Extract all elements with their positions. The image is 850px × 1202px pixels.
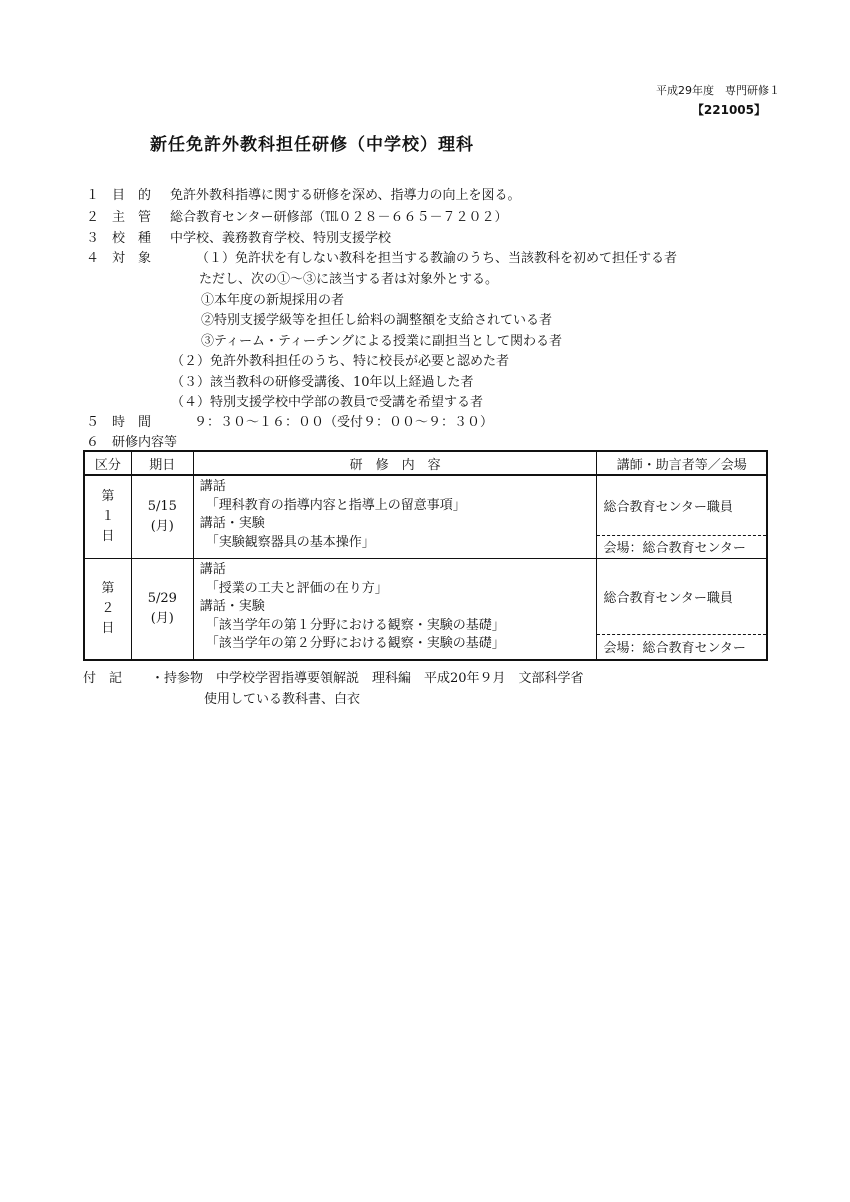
item-number: ３	[86, 231, 100, 246]
day-char: 第	[101, 489, 115, 504]
target-2: （２）免許外教科担任のうち、特に校長が必要と認めた者	[171, 354, 510, 369]
notes-line-2: 使用している教科書、白衣	[204, 692, 361, 707]
tutor-cell	[597, 475, 767, 535]
day-char: 日	[101, 621, 115, 636]
header-content: 研 修 内 容	[193, 451, 597, 475]
date-cell	[131, 559, 193, 661]
item-content-heading	[86, 431, 177, 450]
item-number: ５	[86, 415, 100, 430]
weekday-value: (月)	[150, 519, 174, 534]
day-cell	[84, 475, 131, 559]
item-label: 目 的	[112, 188, 152, 203]
content-line: 「理科教育の指導内容と指導上の留意事項」	[205, 497, 466, 513]
item-label: 主 管	[112, 210, 152, 225]
content-line: 「該当学年の第１分野における観察・実験の基礎」	[205, 617, 505, 633]
item-text: ９：３０～１６：００（受付９：００～９：３０）	[194, 415, 494, 430]
item-label: 校 種	[112, 231, 152, 246]
header-date: 期日	[131, 451, 193, 475]
date-cell	[131, 475, 193, 559]
header-tutor: 講師・助言者等／会場	[597, 451, 767, 475]
content-cell	[193, 559, 597, 661]
venue-value: 会場：総合教育センター	[603, 641, 746, 657]
program-code: 【221005】	[691, 103, 766, 117]
program-label: 平成29年度 専門研修１	[656, 84, 780, 97]
exclusion-1: ①本年度の新規採用の者	[201, 293, 345, 308]
table-header-row	[84, 451, 767, 475]
item-number: ２	[86, 210, 100, 225]
item-label: 対 象	[112, 251, 152, 266]
item-number: ６	[86, 435, 100, 450]
tutor-cell	[597, 559, 767, 635]
item-text: 総合教育センター研修部（℡０２８－６６５－７２０２）	[170, 210, 508, 225]
notes-label: 付 記	[83, 671, 123, 686]
item-target	[86, 247, 677, 266]
exclusion-2: ②特別支援学級等を担任し給料の調整額を支給されている者	[201, 313, 553, 328]
item-text: 免許外教科指導に関する研修を深め、指導力の向上を図る。	[170, 188, 521, 203]
item-text: 中学校、義務教育学校、特別支援学校	[170, 231, 392, 246]
content-line: 講話・実験	[199, 516, 265, 531]
item-number: ４	[86, 251, 100, 266]
tutor-value: 総合教育センター職員	[603, 590, 733, 606]
table-row	[84, 475, 767, 535]
notes-text: ・持参物 中学校学習指導要領解説 理科編 平成20年９月 文部科学省	[151, 671, 584, 686]
date-value: 5/15	[147, 499, 177, 514]
target-note: ただし、次の①～③に該当する者は対象外とする。	[199, 272, 499, 287]
venue-cell	[597, 634, 767, 660]
date-value: 5/29	[147, 591, 177, 606]
content-line: 講話	[199, 562, 226, 577]
day-char: 日	[101, 529, 115, 544]
item-text: （１）免許状を有しない教科を担当する教諭のうち、当該教科を初めて担任する者	[196, 251, 678, 266]
item-label: 時 間	[112, 415, 152, 430]
day-cell	[84, 559, 131, 661]
item-school-type	[86, 227, 391, 246]
item-purpose	[86, 184, 520, 203]
venue-value: 会場：総合教育センター	[603, 541, 746, 557]
venue-cell	[597, 535, 767, 558]
item-text: 研修内容等	[112, 435, 178, 450]
header-division: 区分	[84, 451, 131, 475]
page-title: 新任免許外教科担任研修（中学校）理科	[150, 135, 474, 155]
content-line: 講話・実験	[199, 599, 265, 614]
weekday-value: (月)	[150, 611, 174, 626]
exclusion-3: ③ティーム・ティーチングによる授業に副担当として関わる者	[201, 334, 563, 349]
content-line: 講話	[199, 479, 226, 494]
day-char: １	[101, 509, 115, 524]
schedule-table	[83, 450, 768, 661]
table-row	[84, 559, 767, 635]
content-line: 「該当学年の第２分野における観察・実験の基礎」	[205, 636, 505, 651]
item-organizer	[86, 206, 507, 225]
tutor-value: 総合教育センター職員	[603, 499, 733, 515]
item-time	[86, 411, 493, 430]
target-4: （４）特別支援学校中学部の教員で受講を希望する者	[171, 395, 484, 410]
day-char: 第	[101, 581, 115, 596]
day-char: ２	[101, 601, 115, 616]
target-3: （３）該当教科の研修受講後、10年以上経過した者	[171, 375, 474, 390]
content-line: 「授業の工夫と評価の在り方」	[205, 580, 388, 596]
item-number: １	[86, 188, 100, 203]
content-line: 「実験観察器具の基本操作」	[205, 534, 375, 550]
notes-line-1	[83, 667, 584, 686]
content-cell	[193, 475, 597, 559]
